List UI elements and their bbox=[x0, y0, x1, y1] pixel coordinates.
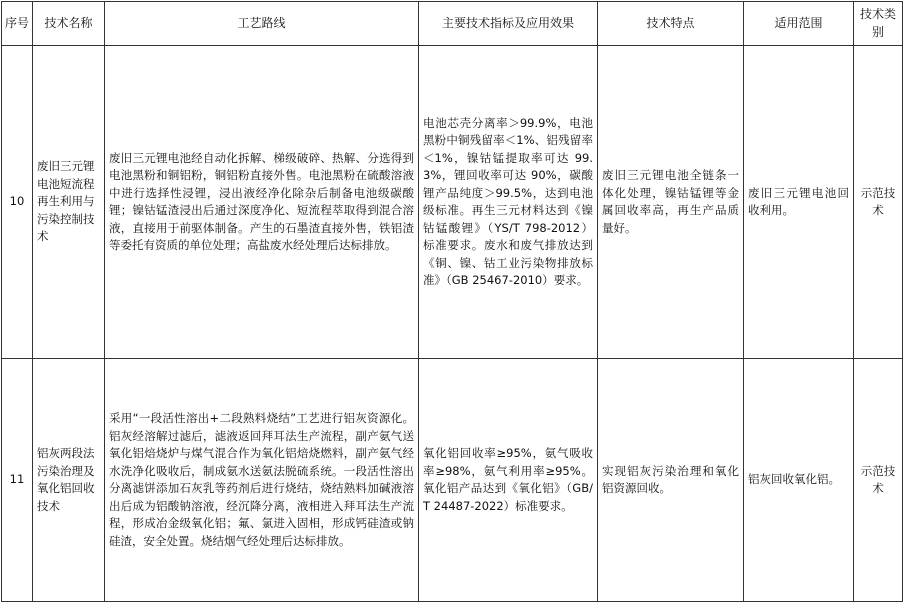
header-name: 技术名称 bbox=[33, 2, 105, 46]
technology-name: 废旧三元锂电池短流程再生利用与污染控制技术 bbox=[33, 46, 105, 359]
process-route: 采用“一段活性溶出+二段熟料烧结”工艺进行铝灰资源化。铝灰经溶解过滤后，滤液返回拜耳法生产流程，副产氨气送氧化铝焙烧炉与煤气混合作为氧化铝焙烧燃料，副产氨气经水洗净化吸收后，制成氨水送氨法脱硫系统。一段活性溶出分离滤饼添加石灰乳等药剂后进行烧结，烧结熟料加碱液溶出后成为铝酸钠溶液，经沉降分离，液相进入拜耳法生产流程，形成冶金级氧化铝；氟、氯进入固相，形成钙硅渣或钠硅渣，安全处置。烧结烟气经处理后达标排放。 bbox=[105, 359, 419, 602]
technical-features: 实现铝灰污染治理和氧化铝资源回收。 bbox=[598, 359, 744, 602]
technical-features: 废旧三元锂电池全链条一体化处理，镍钴锰锂等金属回收率高，再生产品质量好。 bbox=[598, 46, 744, 359]
technical-indicators: 电池芯壳分离率＞99.9%，电池黑粉中铜残留率＜1%、铝残留率＜1%，镍钴锰提取率可达 99.3%，锂回收率可达 90%，碳酸锂产品纯度＞99.5%，达到电池级标准。再生三元材料达到《镍钴锰酸锂》（YS/T 798-2012）标准要求。废水和废气排放达到《铜、镍、钴工业污染物排放标准》（GB 25467-2010）要求。 bbox=[419, 46, 598, 359]
table-row bbox=[2, 46, 903, 359]
technology-category: 示范技术 bbox=[854, 359, 903, 602]
table-row bbox=[2, 359, 903, 602]
row-number: 10 bbox=[2, 46, 33, 359]
header-features: 技术特点 bbox=[598, 2, 744, 46]
application-scope: 铝灰回收氧化铝。 bbox=[744, 359, 854, 602]
technology-table bbox=[1, 1, 903, 602]
row-number: 11 bbox=[2, 359, 33, 602]
technology-name: 铝灰两段法污染治理及氧化铝回收技术 bbox=[33, 359, 105, 602]
header-row bbox=[2, 2, 903, 46]
technical-indicators: 氧化铝回收率≥95%，氨气吸收率≥98%，氨气利用率≥95%。氧化铝产品达到《氧化铝》（GB/T 24487-2022）标准要求。 bbox=[419, 359, 598, 602]
header-indicators: 主要技术指标及应用效果 bbox=[419, 2, 598, 46]
process-route: 废旧三元锂电池经自动化拆解、梯级破碎、热解、分选得到电池黑粉和铜铝粉，铜铝粉直接外售。电池黑粉在硫酸溶液中进行选择性浸锂，浸出液经净化除杂后制备电池级碳酸锂；镍钴锰渣浸出后通过深度净化、短流程萃取得到混合溶液，直接用于前驱体制备。产生的石墨渣直接外售，铁铝渣等委托有资质的单位处理；高盐废水经处理后达标排放。 bbox=[105, 46, 419, 359]
header-no: 序号 bbox=[2, 2, 33, 46]
application-scope: 废旧三元锂电池回收利用。 bbox=[744, 46, 854, 359]
technology-category: 示范技术 bbox=[854, 46, 903, 359]
header-scope: 适用范围 bbox=[744, 2, 854, 46]
header-route: 工艺路线 bbox=[105, 2, 419, 46]
header-category: 技术类别 bbox=[854, 2, 903, 46]
